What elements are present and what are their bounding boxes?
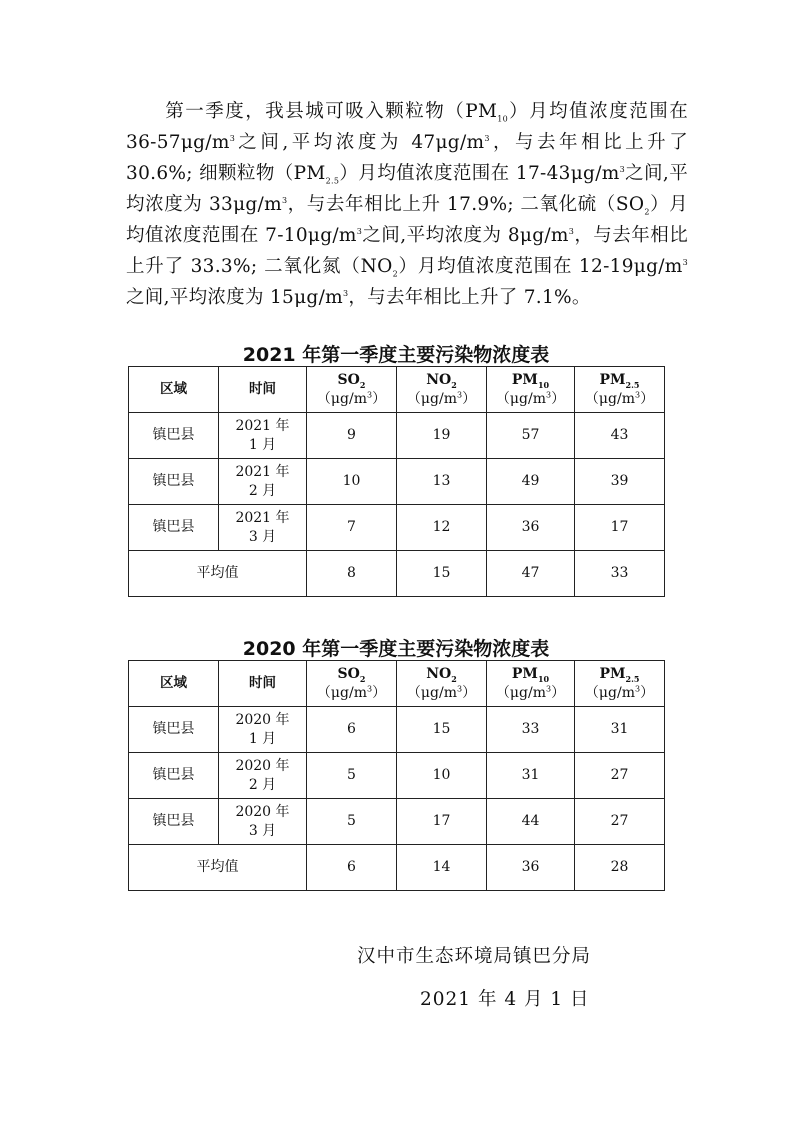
header-time: 时间: [219, 367, 307, 413]
cell-region: 镇巴县: [129, 799, 219, 845]
para-sup: 3: [682, 257, 688, 267]
header-no2: [397, 367, 487, 413]
header-no2-label: NO: [426, 665, 452, 682]
cell-no2: 19: [397, 413, 487, 459]
cell-pm10: 44: [487, 799, 575, 845]
cell-region: 镇巴县: [129, 707, 219, 753]
header-so2-sub: 2: [359, 673, 366, 684]
cell-month: 2 月: [248, 482, 277, 499]
cell-so2: 5: [307, 799, 397, 845]
para-text: ，与去年相比上升 17.9%; 二氧化硫（SO: [287, 194, 645, 215]
footer-date: 2021 年 4 月 1 日: [420, 989, 590, 1010]
header-unit-sup: 3: [634, 389, 641, 399]
para-sup: 3: [619, 164, 625, 174]
header-pm25-sub: 2.5: [625, 379, 640, 390]
para-text: 之间,平均浓度为 33μg/m: [126, 163, 688, 215]
cell-time: [219, 707, 307, 753]
cell-region: 镇巴县: [129, 413, 219, 459]
cell-so2: 7: [307, 505, 397, 551]
cell-year: 2020 年: [235, 711, 290, 728]
footer-org: 汉中市生态环境局镇巴分局: [357, 946, 592, 967]
header-unit: （μg/m: [406, 684, 457, 701]
header-unit: （μg/m: [584, 684, 635, 701]
header-pm25-label: PM: [599, 371, 626, 388]
para-text: ，与去年相比上升了 30.6%; 细颗粒物（PM: [126, 132, 688, 184]
avg-pm25: 33: [575, 551, 665, 597]
intro-paragraph: [126, 96, 688, 313]
cell-pm25: 27: [575, 753, 665, 799]
header-pm10: [487, 661, 575, 707]
header-unit-close: ）: [462, 390, 477, 407]
cell-pm10: 31: [487, 753, 575, 799]
header-unit: （μg/m: [406, 390, 457, 407]
cell-pm25: 39: [575, 459, 665, 505]
table-row: [129, 459, 665, 505]
para-sup: 3: [484, 133, 490, 143]
header-unit-close: ）: [372, 390, 387, 407]
header-unit-sup: 3: [456, 683, 463, 693]
cell-month: 2 月: [248, 776, 277, 793]
cell-so2: 10: [307, 459, 397, 505]
header-no2-label: NO: [426, 371, 452, 388]
header-pm10-label: PM: [511, 371, 538, 388]
header-so2-sub: 2: [359, 379, 366, 390]
cell-year: 2020 年: [235, 803, 290, 820]
cell-year: 2020 年: [235, 757, 290, 774]
table-2020-title: 2020 年第一季度主要污染物浓度表: [242, 638, 550, 660]
avg-pm10: 36: [487, 845, 575, 891]
header-so2-label: SO: [337, 371, 360, 388]
cell-year: 2021 年: [235, 417, 290, 434]
header-unit-sup: 3: [545, 683, 552, 693]
table-row: [129, 413, 665, 459]
cell-so2: 9: [307, 413, 397, 459]
header-unit: （μg/m: [316, 390, 367, 407]
header-pm10-sub: 10: [537, 379, 550, 390]
cell-month: 3 月: [248, 528, 277, 545]
table-row: [129, 799, 665, 845]
cell-month: 1 月: [248, 436, 277, 453]
para-sub: 2: [392, 269, 398, 279]
avg-pm25: 28: [575, 845, 665, 891]
header-unit: （μg/m: [495, 390, 546, 407]
para-sup: 3: [281, 195, 288, 205]
cell-pm25: 27: [575, 799, 665, 845]
table-2021-title: 2021 年第一季度主要污染物浓度表: [242, 344, 550, 366]
avg-so2: 6: [307, 845, 397, 891]
header-unit-close: ）: [551, 684, 566, 701]
header-unit-sup: 3: [366, 389, 373, 399]
para-text: 之间,平均浓度为 15μg/m: [126, 287, 343, 308]
para-sup: 3: [342, 288, 349, 298]
table-header-row: [129, 367, 665, 413]
header-no2: [397, 661, 487, 707]
para-sup: 3: [229, 133, 236, 143]
table-header-row: [129, 661, 665, 707]
cell-so2: 6: [307, 707, 397, 753]
para-text: 之间,平均浓度为 8μg/m: [362, 225, 569, 246]
cell-pm10: 36: [487, 505, 575, 551]
para-sub: 2: [644, 207, 650, 217]
header-unit-sup: 3: [634, 683, 641, 693]
header-unit-close: ）: [640, 684, 655, 701]
cell-pm25: 43: [575, 413, 665, 459]
header-unit-close: ）: [462, 684, 477, 701]
table-row: [129, 707, 665, 753]
header-unit-close: ）: [640, 390, 655, 407]
header-no2-sub: 2: [451, 379, 457, 390]
header-unit-sup: 3: [545, 389, 552, 399]
cell-no2: 17: [397, 799, 487, 845]
para-text: ）月均值浓度范围在 17-43μg/m: [339, 163, 620, 184]
cell-so2: 5: [307, 753, 397, 799]
para-sup: 3: [568, 226, 575, 236]
header-unit: （μg/m: [316, 684, 367, 701]
cell-pm25: 17: [575, 505, 665, 551]
header-time: 时间: [219, 661, 307, 707]
cell-no2: 12: [397, 505, 487, 551]
cell-region: 镇巴县: [129, 753, 219, 799]
header-pm10-sub: 10: [537, 673, 550, 684]
header-unit-close: ）: [551, 390, 566, 407]
header-region: 区域: [129, 661, 219, 707]
header-pm25: [575, 367, 665, 413]
header-no2-sub: 2: [451, 673, 457, 684]
para-text: ，与去年相比上升了 33.3%; 二氧化氮（NO: [126, 225, 688, 277]
header-unit: （μg/m: [584, 390, 635, 407]
header-unit: （μg/m: [495, 684, 546, 701]
para-sub: 10: [497, 114, 508, 124]
header-unit-close: ）: [372, 684, 387, 701]
avg-no2: 15: [397, 551, 487, 597]
avg-so2: 8: [307, 551, 397, 597]
cell-pm10: 33: [487, 707, 575, 753]
cell-year: 2021 年: [235, 509, 290, 526]
table-2021: [128, 366, 665, 597]
cell-time: [219, 753, 307, 799]
cell-no2: 15: [397, 707, 487, 753]
cell-month: 1 月: [248, 730, 277, 747]
header-pm10: [487, 367, 575, 413]
cell-no2: 13: [397, 459, 487, 505]
para-text: ，与去年相比上升了 7.1%。: [348, 287, 591, 308]
header-region: 区域: [129, 367, 219, 413]
para-text: ）月均值浓度范围在 12-19μg/m: [397, 256, 683, 277]
header-unit-sup: 3: [366, 683, 373, 693]
para-text: ）月均值浓度范围在 36-57μg/m: [126, 101, 688, 153]
table-row: [129, 753, 665, 799]
cell-time: [219, 413, 307, 459]
cell-no2: 10: [397, 753, 487, 799]
header-so2: [307, 367, 397, 413]
cell-time: [219, 799, 307, 845]
cell-pm10: 49: [487, 459, 575, 505]
para-text: 第一季度，我县城可吸入颗粒物（PM: [164, 101, 498, 122]
para-sub: 2.5: [325, 176, 340, 186]
avg-no2: 14: [397, 845, 487, 891]
table-row: [129, 505, 665, 551]
cell-year: 2021 年: [235, 463, 290, 480]
para-text: ）月均值浓度范围在 7-10μg/m: [126, 194, 688, 246]
header-pm25-sub: 2.5: [625, 673, 640, 684]
table-2020: [128, 660, 665, 891]
header-unit-sup: 3: [456, 389, 463, 399]
para-sup: 3: [356, 226, 363, 236]
header-so2-label: SO: [337, 665, 360, 682]
cell-time: [219, 459, 307, 505]
table-avg-row: [129, 551, 665, 597]
cell-region: 镇巴县: [129, 459, 219, 505]
cell-pm25: 31: [575, 707, 665, 753]
cell-month: 3 月: [248, 822, 277, 839]
cell-time: [219, 505, 307, 551]
para-text: 之间,平均浓度为 47μg/m: [235, 132, 485, 153]
header-so2: [307, 661, 397, 707]
avg-pm10: 47: [487, 551, 575, 597]
cell-region: 镇巴县: [129, 505, 219, 551]
header-pm25: [575, 661, 665, 707]
cell-pm10: 57: [487, 413, 575, 459]
avg-label: 平均值: [129, 551, 307, 597]
avg-label: 平均值: [129, 845, 307, 891]
table-avg-row: [129, 845, 665, 891]
header-pm10-label: PM: [511, 665, 538, 682]
header-pm25-label: PM: [599, 665, 626, 682]
